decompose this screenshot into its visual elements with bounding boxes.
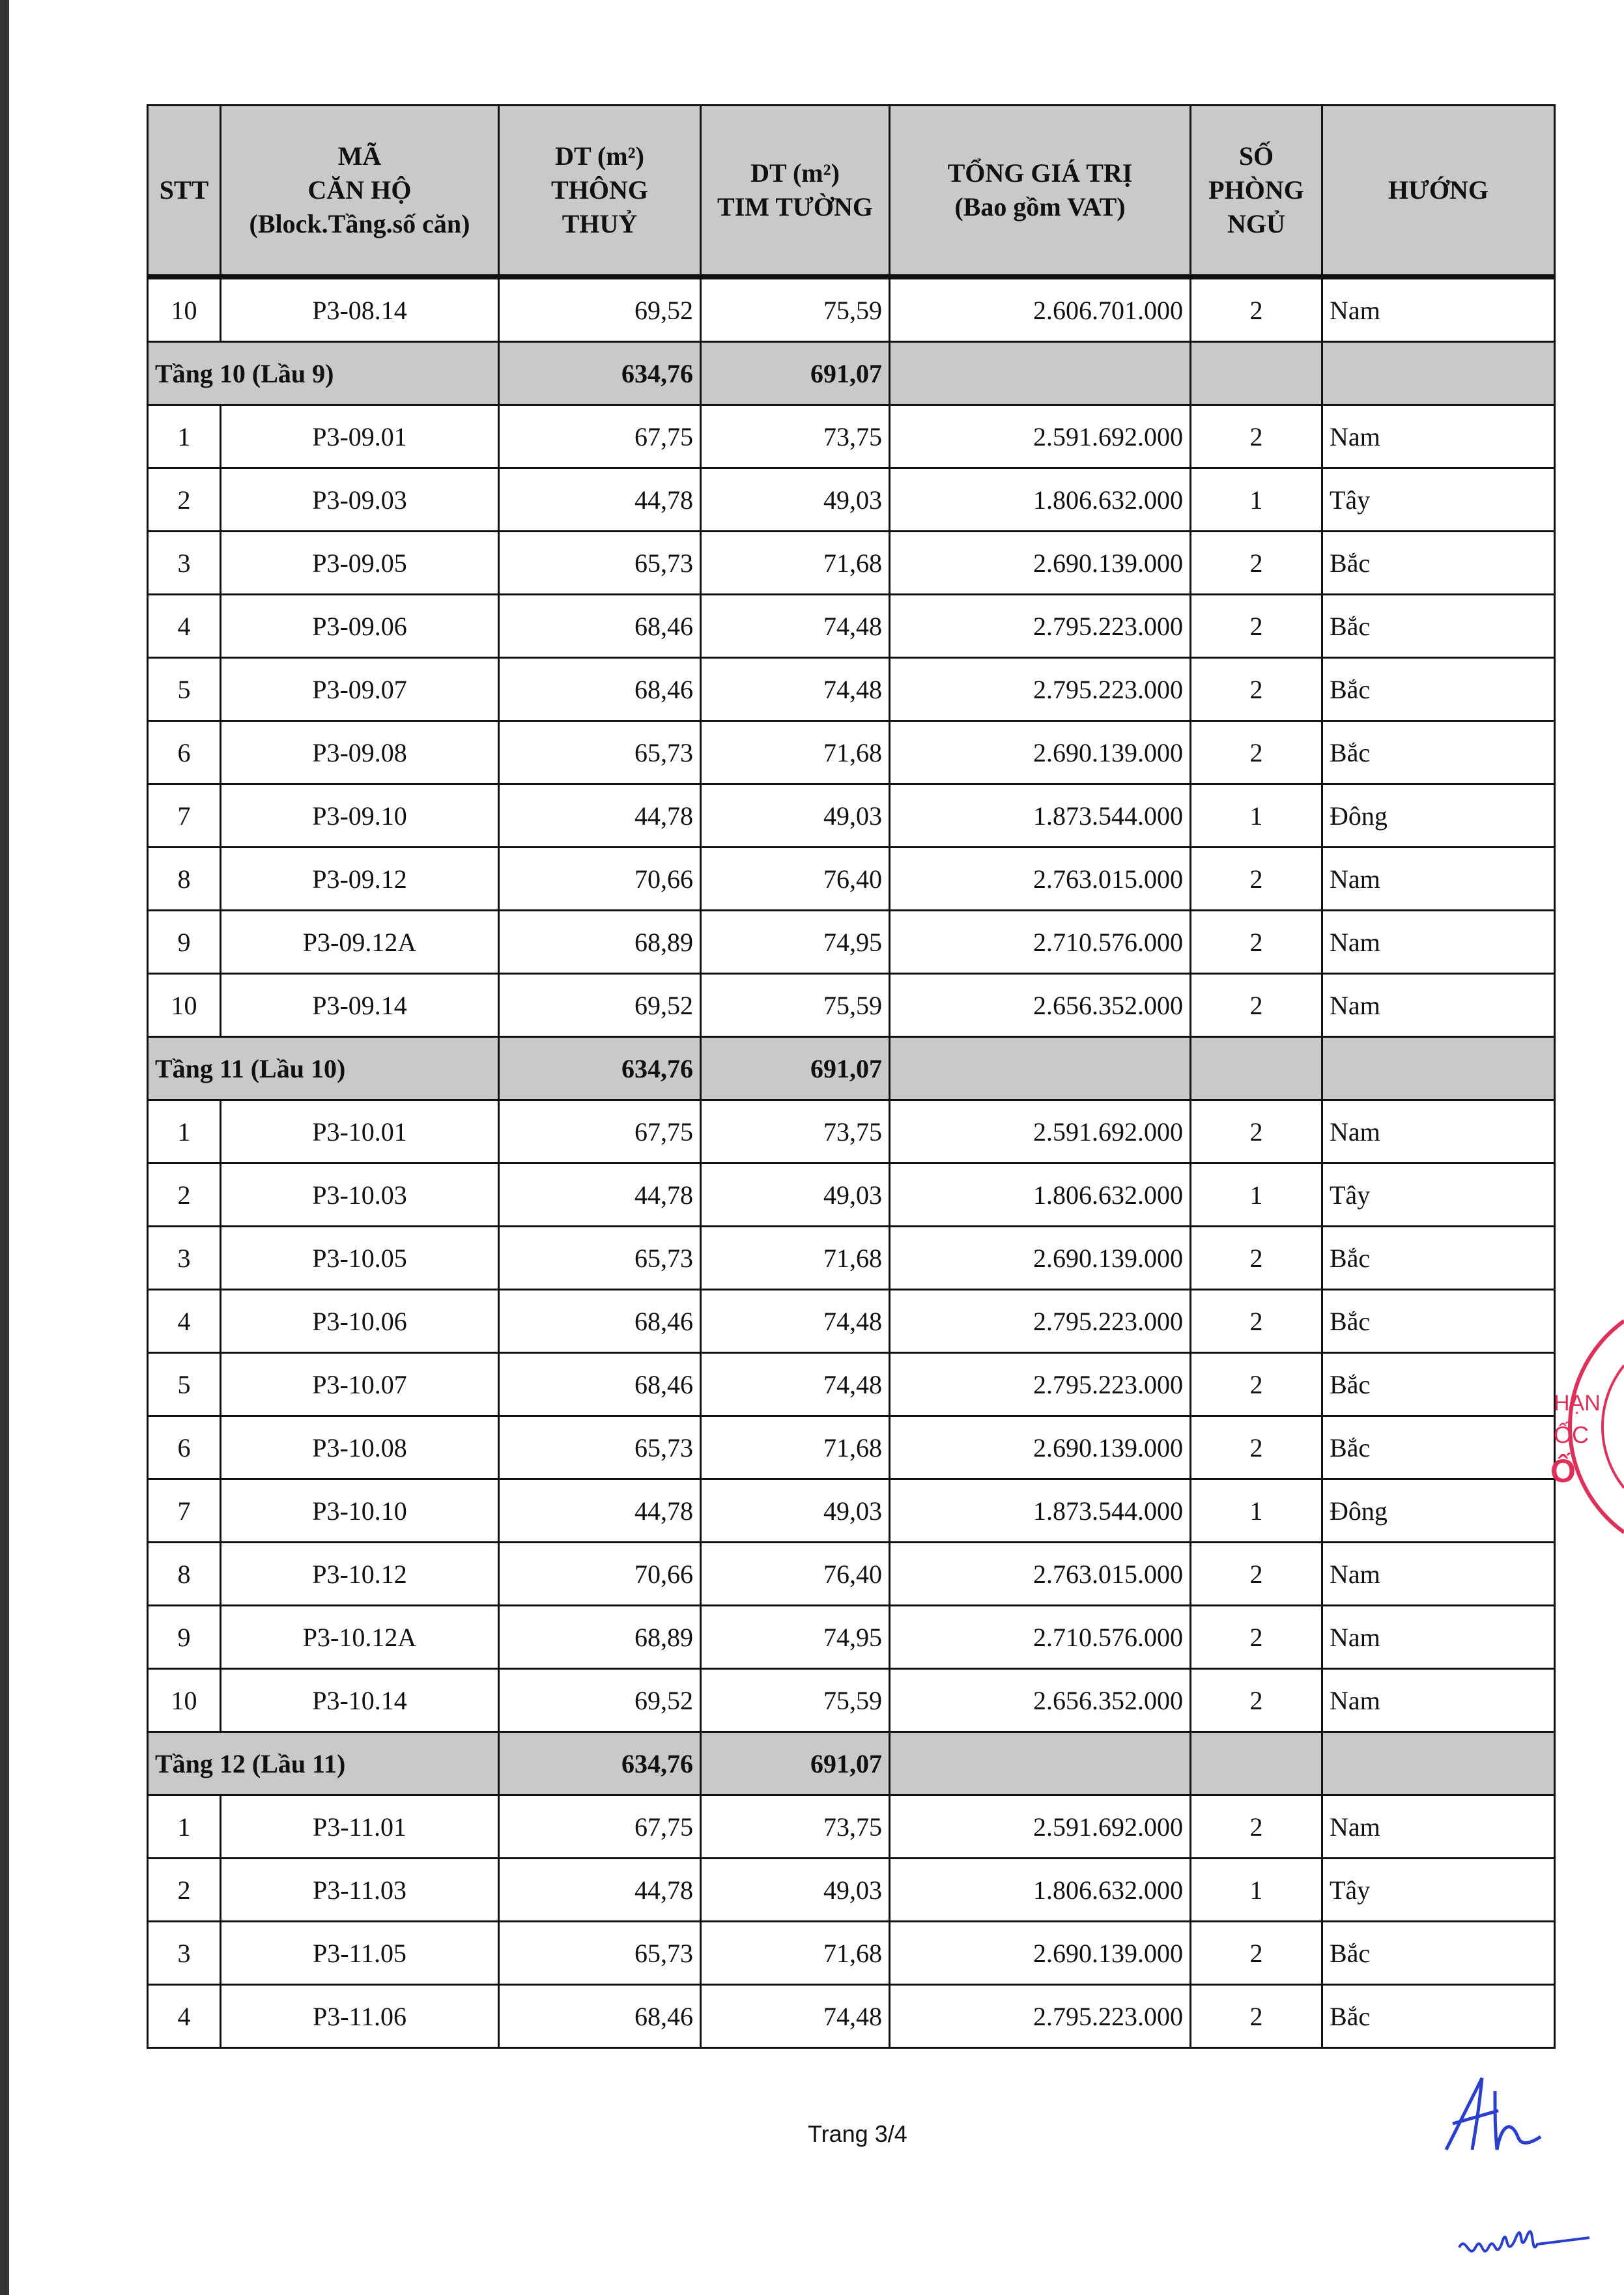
huong-cell: Nam bbox=[1322, 1606, 1555, 1669]
dt-tim-tuong-cell: 71,68 bbox=[701, 1227, 890, 1290]
dt-thong-thuy-cell: 70,66 bbox=[499, 848, 701, 911]
dt-thong-thuy-cell: 69,52 bbox=[499, 277, 701, 342]
so-phong-ngu-cell: 2 bbox=[1191, 1795, 1322, 1859]
tong-gia-tri-cell: 2.690.139.000 bbox=[890, 1922, 1191, 1985]
huong-cell: Nam bbox=[1322, 848, 1555, 911]
empty-cell bbox=[1191, 1732, 1322, 1795]
huong-cell: Bắc bbox=[1322, 1290, 1555, 1353]
so-phong-ngu-cell: 1 bbox=[1191, 784, 1322, 848]
dt-thong-thuy-cell: 68,46 bbox=[499, 1290, 701, 1353]
table-row bbox=[148, 658, 1555, 721]
dt-tim-tuong-cell: 74,48 bbox=[701, 1985, 890, 2048]
dt-tim-tuong-cell: 49,03 bbox=[701, 1479, 890, 1543]
header-ma-can-ho: MÃ CĂN HỘ (Block.Tầng.số căn) bbox=[221, 106, 499, 278]
ma-can-ho-cell: P3-10.07 bbox=[221, 1353, 499, 1416]
huong-cell: Bắc bbox=[1322, 595, 1555, 658]
huong-cell: Nam bbox=[1322, 1543, 1555, 1606]
dt-thong-thuy-cell: 68,46 bbox=[499, 595, 701, 658]
stt-cell: 9 bbox=[148, 1606, 221, 1669]
so-phong-ngu-cell: 2 bbox=[1191, 1922, 1322, 1985]
signature-initials bbox=[1433, 2072, 1550, 2163]
floor-total-dt-tim-tuong: 691,07 bbox=[701, 1037, 890, 1100]
ma-can-ho-cell: P3-10.08 bbox=[221, 1416, 499, 1479]
dt-tim-tuong-cell: 49,03 bbox=[701, 468, 890, 532]
so-phong-ngu-cell: 1 bbox=[1191, 1479, 1322, 1543]
huong-cell: Bắc bbox=[1322, 1985, 1555, 2048]
stt-cell: 1 bbox=[148, 405, 221, 468]
tong-gia-tri-cell: 2.795.223.000 bbox=[890, 595, 1191, 658]
dt-thong-thuy-cell: 68,46 bbox=[499, 1985, 701, 2048]
ma-can-ho-cell: P3-09.05 bbox=[221, 532, 499, 595]
svg-text:Ố: Ố bbox=[1550, 1453, 1576, 1489]
ma-can-ho-cell: P3-10.14 bbox=[221, 1669, 499, 1732]
dt-tim-tuong-cell: 74,95 bbox=[701, 911, 890, 974]
so-phong-ngu-cell: 2 bbox=[1191, 277, 1322, 342]
so-phong-ngu-cell: 2 bbox=[1191, 848, 1322, 911]
huong-cell: Tây bbox=[1322, 1163, 1555, 1227]
ma-can-ho-cell: P3-08.14 bbox=[221, 277, 499, 342]
scan-edge bbox=[0, 0, 9, 2295]
ma-can-ho-cell: P3-09.06 bbox=[221, 595, 499, 658]
dt-thong-thuy-cell: 70,66 bbox=[499, 1543, 701, 1606]
so-phong-ngu-cell: 2 bbox=[1191, 721, 1322, 784]
huong-cell: Nam bbox=[1322, 1100, 1555, 1163]
tong-gia-tri-cell: 2.795.223.000 bbox=[890, 658, 1191, 721]
floor-label: Tầng 12 (Lầu 11) bbox=[148, 1732, 499, 1795]
dt-thong-thuy-cell: 69,52 bbox=[499, 1669, 701, 1732]
so-phong-ngu-cell: 2 bbox=[1191, 595, 1322, 658]
dt-tim-tuong-cell: 49,03 bbox=[701, 1859, 890, 1922]
tong-gia-tri-cell: 2.606.701.000 bbox=[890, 277, 1191, 342]
ma-can-ho-cell: P3-10.05 bbox=[221, 1227, 499, 1290]
header-dt-thong-thuy: DT (m²) THÔNG THUỶ bbox=[499, 106, 701, 278]
dt-tim-tuong-cell: 73,75 bbox=[701, 1795, 890, 1859]
tong-gia-tri-cell: 2.591.692.000 bbox=[890, 405, 1191, 468]
dt-thong-thuy-cell: 65,73 bbox=[499, 1416, 701, 1479]
table-row bbox=[148, 1163, 1555, 1227]
table-row bbox=[148, 1985, 1555, 2048]
huong-cell: Bắc bbox=[1322, 1227, 1555, 1290]
dt-thong-thuy-cell: 68,46 bbox=[499, 1353, 701, 1416]
tong-gia-tri-cell: 2.795.223.000 bbox=[890, 1353, 1191, 1416]
table-row bbox=[148, 848, 1555, 911]
so-phong-ngu-cell: 2 bbox=[1191, 1543, 1322, 1606]
huong-cell: Nam bbox=[1322, 277, 1555, 342]
empty-cell bbox=[1322, 1732, 1555, 1795]
dt-thong-thuy-cell: 67,75 bbox=[499, 1100, 701, 1163]
stt-cell: 8 bbox=[148, 848, 221, 911]
ma-can-ho-cell: P3-11.06 bbox=[221, 1985, 499, 2048]
ma-can-ho-cell: P3-09.10 bbox=[221, 784, 499, 848]
ma-can-ho-cell: P3-10.12 bbox=[221, 1543, 499, 1606]
tong-gia-tri-cell: 1.806.632.000 bbox=[890, 468, 1191, 532]
empty-cell bbox=[890, 1732, 1191, 1795]
so-phong-ngu-cell: 2 bbox=[1191, 974, 1322, 1037]
tong-gia-tri-cell: 2.763.015.000 bbox=[890, 848, 1191, 911]
huong-cell: Đông bbox=[1322, 784, 1555, 848]
table-row bbox=[148, 1606, 1555, 1669]
table-row bbox=[148, 405, 1555, 468]
apartment-price-table bbox=[147, 104, 1556, 2049]
tong-gia-tri-cell: 1.873.544.000 bbox=[890, 1479, 1191, 1543]
svg-text:HẠN: HẠN bbox=[1554, 1391, 1601, 1416]
header-huong: HƯỚNG bbox=[1322, 106, 1555, 278]
huong-cell: Nam bbox=[1322, 1669, 1555, 1732]
header-stt: STT bbox=[148, 106, 221, 278]
tong-gia-tri-cell: 2.763.015.000 bbox=[890, 1543, 1191, 1606]
table-row bbox=[148, 595, 1555, 658]
table-row bbox=[148, 1227, 1555, 1290]
stt-cell: 1 bbox=[148, 1100, 221, 1163]
table-row bbox=[148, 721, 1555, 784]
so-phong-ngu-cell: 2 bbox=[1191, 405, 1322, 468]
stt-cell: 3 bbox=[148, 532, 221, 595]
stt-cell: 3 bbox=[148, 1227, 221, 1290]
table-row bbox=[148, 1859, 1555, 1922]
ma-can-ho-cell: P3-09.14 bbox=[221, 974, 499, 1037]
ma-can-ho-cell: P3-10.12A bbox=[221, 1606, 499, 1669]
dt-tim-tuong-cell: 74,48 bbox=[701, 595, 890, 658]
stt-cell: 2 bbox=[148, 1859, 221, 1922]
tong-gia-tri-cell: 2.690.139.000 bbox=[890, 721, 1191, 784]
table-row bbox=[148, 1479, 1555, 1543]
dt-thong-thuy-cell: 68,46 bbox=[499, 658, 701, 721]
dt-thong-thuy-cell: 68,89 bbox=[499, 911, 701, 974]
so-phong-ngu-cell: 2 bbox=[1191, 1100, 1322, 1163]
company-stamp bbox=[1537, 1296, 1624, 1570]
stt-cell: 4 bbox=[148, 1985, 221, 2048]
dt-thong-thuy-cell: 68,89 bbox=[499, 1606, 701, 1669]
table-row bbox=[148, 974, 1555, 1037]
ma-can-ho-cell: P3-09.07 bbox=[221, 658, 499, 721]
empty-cell bbox=[1191, 1037, 1322, 1100]
table-row bbox=[148, 1795, 1555, 1859]
dt-thong-thuy-cell: 67,75 bbox=[499, 405, 701, 468]
ma-can-ho-cell: P3-09.12 bbox=[221, 848, 499, 911]
dt-thong-thuy-cell: 44,78 bbox=[499, 468, 701, 532]
table-row bbox=[148, 468, 1555, 532]
dt-tim-tuong-cell: 73,75 bbox=[701, 1100, 890, 1163]
floor-label: Tầng 10 (Lầu 9) bbox=[148, 342, 499, 405]
stt-cell: 6 bbox=[148, 721, 221, 784]
table-row bbox=[148, 911, 1555, 974]
table-row bbox=[148, 1353, 1555, 1416]
so-phong-ngu-cell: 2 bbox=[1191, 1227, 1322, 1290]
dt-thong-thuy-cell: 65,73 bbox=[499, 721, 701, 784]
floor-total-dt-thong-thuy: 634,76 bbox=[499, 1037, 701, 1100]
ma-can-ho-cell: P3-10.03 bbox=[221, 1163, 499, 1227]
dt-tim-tuong-cell: 74,48 bbox=[701, 658, 890, 721]
table-header-row bbox=[148, 106, 1555, 278]
page-number: Trang 3/4 bbox=[808, 2120, 907, 2147]
so-phong-ngu-cell: 2 bbox=[1191, 1606, 1322, 1669]
dt-tim-tuong-cell: 71,68 bbox=[701, 1416, 890, 1479]
empty-cell bbox=[1191, 342, 1322, 405]
ma-can-ho-cell: P3-09.03 bbox=[221, 468, 499, 532]
tong-gia-tri-cell: 1.873.544.000 bbox=[890, 784, 1191, 848]
floor-total-dt-thong-thuy: 634,76 bbox=[499, 1732, 701, 1795]
ma-can-ho-cell: P3-10.10 bbox=[221, 1479, 499, 1543]
so-phong-ngu-cell: 2 bbox=[1191, 1353, 1322, 1416]
ma-can-ho-cell: P3-09.12A bbox=[221, 911, 499, 974]
floor-section-row bbox=[148, 342, 1555, 405]
tong-gia-tri-cell: 2.690.139.000 bbox=[890, 532, 1191, 595]
tong-gia-tri-cell: 1.806.632.000 bbox=[890, 1163, 1191, 1227]
tong-gia-tri-cell: 2.591.692.000 bbox=[890, 1100, 1191, 1163]
huong-cell: Bắc bbox=[1322, 1922, 1555, 1985]
stt-cell: 1 bbox=[148, 1795, 221, 1859]
empty-cell bbox=[1322, 1037, 1555, 1100]
tong-gia-tri-cell: 2.591.692.000 bbox=[890, 1795, 1191, 1859]
stt-cell: 10 bbox=[148, 974, 221, 1037]
huong-cell: Bắc bbox=[1322, 1416, 1555, 1479]
stt-cell: 2 bbox=[148, 468, 221, 532]
huong-cell: Tây bbox=[1322, 1859, 1555, 1922]
tong-gia-tri-cell: 2.690.139.000 bbox=[890, 1227, 1191, 1290]
so-phong-ngu-cell: 2 bbox=[1191, 658, 1322, 721]
table-row bbox=[148, 1416, 1555, 1479]
dt-tim-tuong-cell: 76,40 bbox=[701, 1543, 890, 1606]
dt-tim-tuong-cell: 73,75 bbox=[701, 405, 890, 468]
ma-can-ho-cell: P3-11.01 bbox=[221, 1795, 499, 1859]
floor-total-dt-tim-tuong: 691,07 bbox=[701, 1732, 890, 1795]
tong-gia-tri-cell: 2.710.576.000 bbox=[890, 911, 1191, 974]
tong-gia-tri-cell: 2.656.352.000 bbox=[890, 974, 1191, 1037]
huong-cell: Bắc bbox=[1322, 658, 1555, 721]
dt-tim-tuong-cell: 71,68 bbox=[701, 1922, 890, 1985]
table-row bbox=[148, 277, 1555, 342]
header-tong-gia-tri: TỔNG GIÁ TRỊ (Bao gồm VAT) bbox=[890, 106, 1191, 278]
tong-gia-tri-cell: 2.710.576.000 bbox=[890, 1606, 1191, 1669]
huong-cell: Bắc bbox=[1322, 1353, 1555, 1416]
svg-text:ỐC: ỐC bbox=[1554, 1421, 1589, 1448]
so-phong-ngu-cell: 2 bbox=[1191, 532, 1322, 595]
so-phong-ngu-cell: 1 bbox=[1191, 468, 1322, 532]
tong-gia-tri-cell: 1.806.632.000 bbox=[890, 1859, 1191, 1922]
stt-cell: 7 bbox=[148, 1479, 221, 1543]
table-row bbox=[148, 1669, 1555, 1732]
stt-cell: 5 bbox=[148, 1353, 221, 1416]
stt-cell: 2 bbox=[148, 1163, 221, 1227]
dt-thong-thuy-cell: 67,75 bbox=[499, 1795, 701, 1859]
tong-gia-tri-cell: 2.656.352.000 bbox=[890, 1669, 1191, 1732]
dt-thong-thuy-cell: 44,78 bbox=[499, 784, 701, 848]
dt-thong-thuy-cell: 44,78 bbox=[499, 1479, 701, 1543]
header-so-phong-ngu: SỐ PHÒNG NGỦ bbox=[1191, 106, 1322, 278]
stt-cell: 3 bbox=[148, 1922, 221, 1985]
dt-tim-tuong-cell: 74,95 bbox=[701, 1606, 890, 1669]
dt-tim-tuong-cell: 75,59 bbox=[701, 974, 890, 1037]
so-phong-ngu-cell: 2 bbox=[1191, 1416, 1322, 1479]
so-phong-ngu-cell: 1 bbox=[1191, 1859, 1322, 1922]
empty-cell bbox=[1322, 342, 1555, 405]
stt-cell: 10 bbox=[148, 277, 221, 342]
dt-thong-thuy-cell: 65,73 bbox=[499, 1227, 701, 1290]
huong-cell: Đông bbox=[1322, 1479, 1555, 1543]
so-phong-ngu-cell: 2 bbox=[1191, 1985, 1322, 2048]
stt-cell: 7 bbox=[148, 784, 221, 848]
ma-can-ho-cell: P3-09.01 bbox=[221, 405, 499, 468]
so-phong-ngu-cell: 2 bbox=[1191, 911, 1322, 974]
floor-label: Tầng 11 (Lầu 10) bbox=[148, 1037, 499, 1100]
table-row bbox=[148, 1922, 1555, 1985]
ma-can-ho-cell: P3-11.05 bbox=[221, 1922, 499, 1985]
tong-gia-tri-cell: 2.690.139.000 bbox=[890, 1416, 1191, 1479]
dt-tim-tuong-cell: 71,68 bbox=[701, 721, 890, 784]
stt-cell: 4 bbox=[148, 595, 221, 658]
tong-gia-tri-cell: 2.795.223.000 bbox=[890, 1985, 1191, 2048]
huong-cell: Tây bbox=[1322, 468, 1555, 532]
stt-cell: 4 bbox=[148, 1290, 221, 1353]
ma-can-ho-cell: P3-10.01 bbox=[221, 1100, 499, 1163]
floor-total-dt-thong-thuy: 634,76 bbox=[499, 342, 701, 405]
table-row bbox=[148, 532, 1555, 595]
dt-tim-tuong-cell: 49,03 bbox=[701, 1163, 890, 1227]
dt-tim-tuong-cell: 76,40 bbox=[701, 848, 890, 911]
dt-thong-thuy-cell: 44,78 bbox=[499, 1859, 701, 1922]
stt-cell: 9 bbox=[148, 911, 221, 974]
so-phong-ngu-cell: 2 bbox=[1191, 1290, 1322, 1353]
dt-tim-tuong-cell: 74,48 bbox=[701, 1353, 890, 1416]
so-phong-ngu-cell: 2 bbox=[1191, 1669, 1322, 1732]
dt-tim-tuong-cell: 74,48 bbox=[701, 1290, 890, 1353]
dt-tim-tuong-cell: 75,59 bbox=[701, 1669, 890, 1732]
stt-cell: 6 bbox=[148, 1416, 221, 1479]
floor-section-row bbox=[148, 1037, 1555, 1100]
floor-section-row bbox=[148, 1732, 1555, 1795]
dt-tim-tuong-cell: 71,68 bbox=[701, 532, 890, 595]
table-row bbox=[148, 1290, 1555, 1353]
signature bbox=[1453, 2208, 1596, 2274]
empty-cell bbox=[890, 342, 1191, 405]
empty-cell bbox=[890, 1037, 1191, 1100]
huong-cell: Bắc bbox=[1322, 532, 1555, 595]
tong-gia-tri-cell: 2.795.223.000 bbox=[890, 1290, 1191, 1353]
dt-thong-thuy-cell: 69,52 bbox=[499, 974, 701, 1037]
dt-thong-thuy-cell: 44,78 bbox=[499, 1163, 701, 1227]
stt-cell: 5 bbox=[148, 658, 221, 721]
huong-cell: Nam bbox=[1322, 911, 1555, 974]
dt-tim-tuong-cell: 49,03 bbox=[701, 784, 890, 848]
huong-cell: Nam bbox=[1322, 974, 1555, 1037]
stt-cell: 8 bbox=[148, 1543, 221, 1606]
ma-can-ho-cell: P3-09.08 bbox=[221, 721, 499, 784]
header-dt-tim-tuong: DT (m²) TIM TƯỜNG bbox=[701, 106, 890, 278]
huong-cell: Nam bbox=[1322, 1795, 1555, 1859]
dt-tim-tuong-cell: 75,59 bbox=[701, 277, 890, 342]
stt-cell: 10 bbox=[148, 1669, 221, 1732]
table-row bbox=[148, 784, 1555, 848]
table-row bbox=[148, 1100, 1555, 1163]
table-row bbox=[148, 1543, 1555, 1606]
so-phong-ngu-cell: 1 bbox=[1191, 1163, 1322, 1227]
huong-cell: Nam bbox=[1322, 405, 1555, 468]
ma-can-ho-cell: P3-11.03 bbox=[221, 1859, 499, 1922]
dt-thong-thuy-cell: 65,73 bbox=[499, 532, 701, 595]
floor-total-dt-tim-tuong: 691,07 bbox=[701, 342, 890, 405]
ma-can-ho-cell: P3-10.06 bbox=[221, 1290, 499, 1353]
dt-thong-thuy-cell: 65,73 bbox=[499, 1922, 701, 1985]
huong-cell: Bắc bbox=[1322, 721, 1555, 784]
